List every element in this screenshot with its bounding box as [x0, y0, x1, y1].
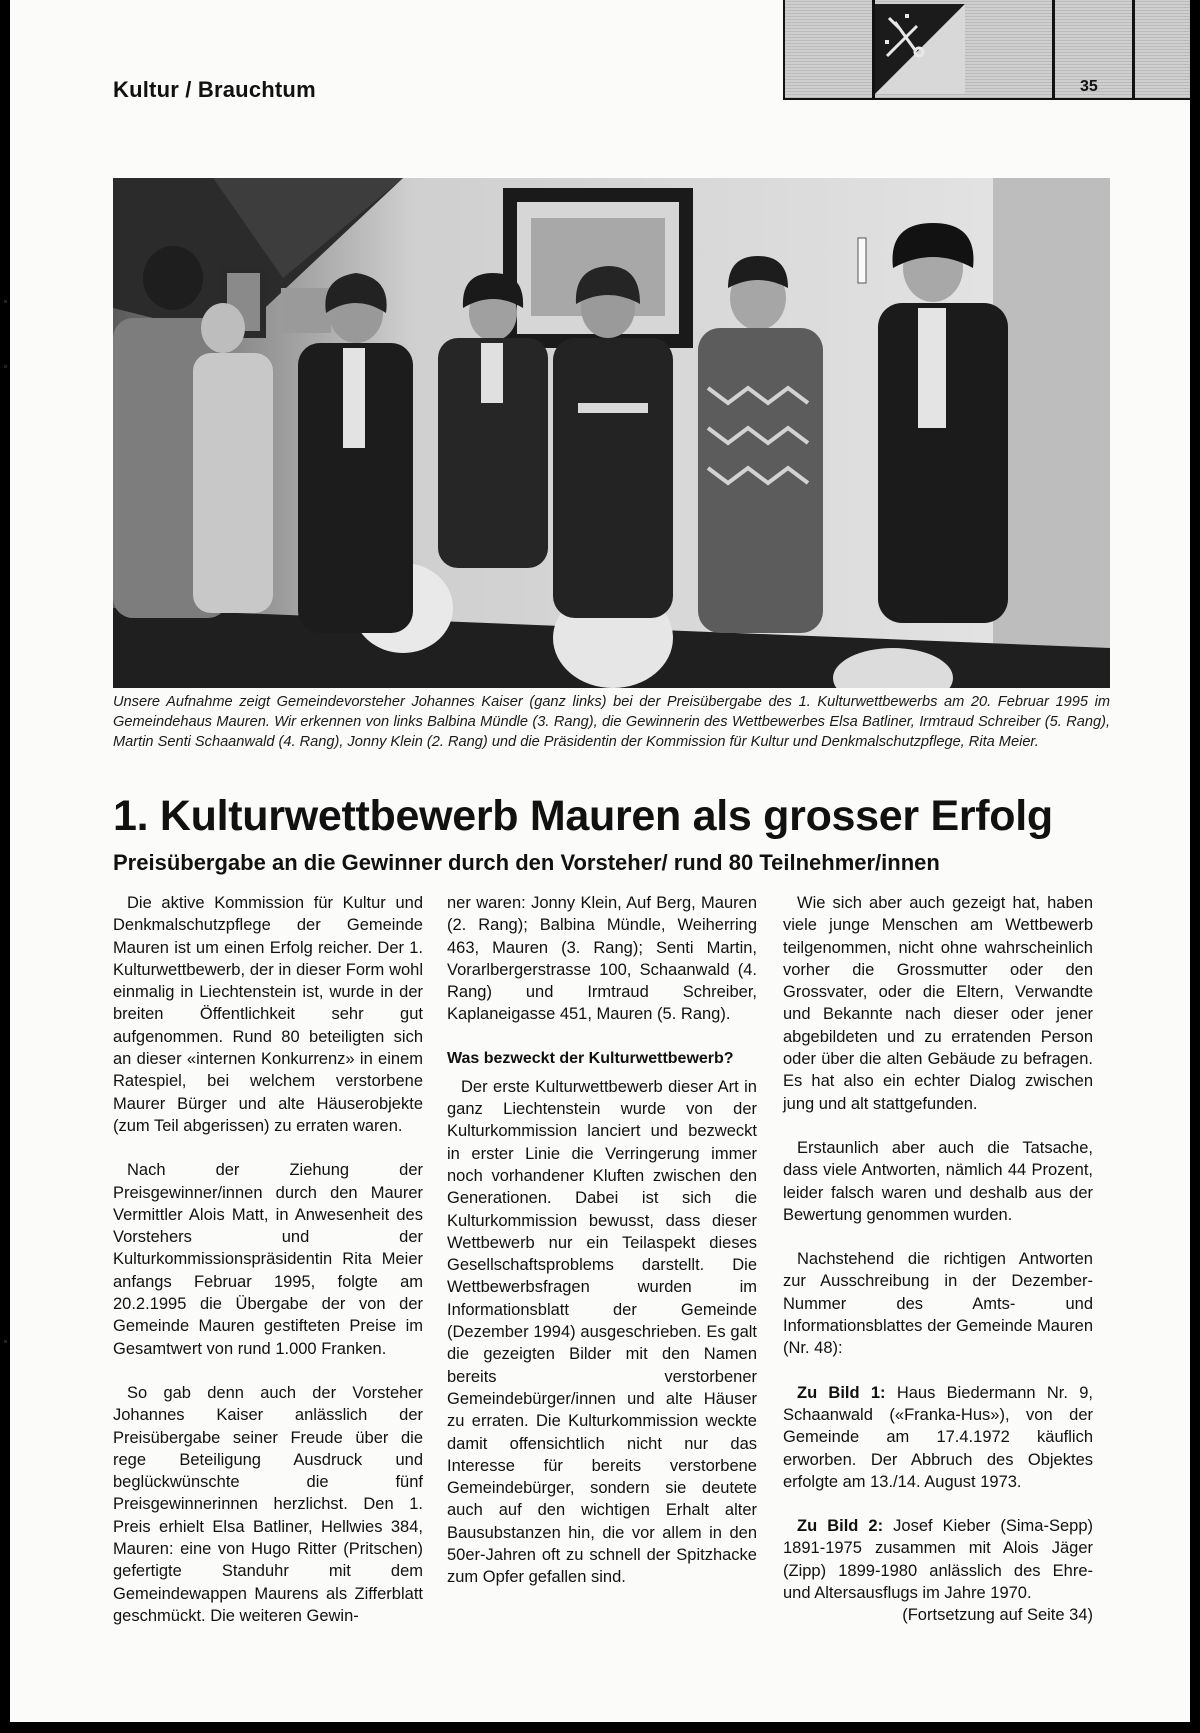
continued-note: (Fortsetzung auf Seite 34) [902, 1606, 1093, 1625]
group-photo [113, 178, 1110, 688]
paragraph: Wie sich aber auch gezeigt hat, haben viele junge Menschen am Wettbewerb teilgenommen, nicht ohne wahrscheinlich vorher die Grossmutter oder den Grossvater, oder die Eltern, Verwandte und Bekannte nach dieser oder jener abgebildeten und zu erratenden Person oder über die alten Gebäude zu befragen. Es hat also ein echter Dialog zwischen jung und alt stattgefunden. [783, 894, 1093, 1113]
picture-answer-text: Haus Biedermann Nr. 9, Schaanwald («Franka-Hus»), von der Gemeinde am 17.4.1972 käuflich erworben. Der Abbruch des Objektes erfolgte am 13./14. August 1973. [783, 1383, 1093, 1491]
article-subheadline: Preisübergabe an die Gewinner durch den Vorsteher/ rund 80 Teilnehmer/innen [113, 850, 940, 875]
photo-caption: Unsere Aufnahme zeigt Gemeindevorsteher Johannes Kaiser (ganz links) bei der Preisübergabe des 1. Kulturwettbewerbs am 20. Februar 1995 im Gemeindehaus Mauren. Wir erkennen von links Balbina Mündle (3. Rang), die Gewinnerin des Wettbewerbes Elsa Batliner, Irmtraud Schreiber (5. Rang), Martin Senti Schaanwald (4. Rang), Jonny Klein (2. Rang) und die Präsidentin der Kommission für Kultur und Denkmalschutzpflege, Rita Meier. [113, 694, 1110, 750]
picture-answer-text: Josef Kieber (Sima-Sepp) 1891-1975 zusammen mit Alois Jäger (Zipp) 1899-1980 anlässlich des Ehre- und Altersausflugs im Jahre 1970. [783, 1517, 1093, 1603]
picture-answer-2 [783, 1515, 1093, 1604]
scan-mark [4, 1340, 7, 1343]
paragraph: Die aktive Kommission für Kultur und Denkmalschutzpflege der Gemeinde Mauren ist um einen Erfolg reicher. Der 1. Kulturwettbewerb, der in dieser Form wohl einmalig in Liechtenstein ist, wurde in der breiten Öffentlichkeit sehr gut aufgenommen. Rund 80 beteiligten sich an dieser «internen Konkurrenz» in einem Ratespiel, bei welchem verstorbene Maurer Bürger und alte Häuserobjekte (zum Teil abgerissen) zu erraten waren. [113, 894, 423, 1135]
text-column-1 [113, 892, 423, 1649]
scan-mark [4, 300, 7, 303]
text-column-3 [783, 892, 1093, 1627]
strip-cell [1135, 0, 1190, 98]
paragraph: Erstaunlich aber auch die Tatsache, dass viele Antworten, nämlich 44 Prozent, leider falsch waren und deshalb aus der Bewertung genommen wurden. [783, 1138, 1093, 1224]
strip-cell [965, 0, 1055, 98]
paragraph: Der erste Kulturwettbewerb dieser Art in ganz Liechtenstein wurde von der Kulturkommission lanciert und bezweckt in erster Linie die Verringerung immer noch vorhandener Kluften zwischen den Generationen. Dabei ist sich die Kulturkommission bewusst, dass dieser Wettbewerb nur ein Teilaspekt dieses Gesellschaftsproblems darstellt. Die Wettbewerbsfragen wurden im Informationsblatt der Gemeinde (Dezember 1994) ausgeschrieben. Es galt die gezeigten Bilder mit den Namen bereits verstorbener Gemeindebürger/innen und alte Häuser zu erraten. Die Kulturkommission weckte damit offensichtlich nicht nur das Interesse für bereits verstorbene Gemeindebürger, sondern sie deutete auch auf den wichtigen Erhalt alter Bausubstanzen hin, die vor allem in den 50er-Jahren oft zu schnell der Spitzhacke zum Opfer gefallen sind. [447, 1077, 757, 1587]
picture-answer-1 [783, 1382, 1093, 1493]
scan-mark [4, 365, 7, 368]
picture-answer-label: Zu Bild 1: [797, 1383, 886, 1402]
paragraph: So gab denn auch der Vorsteher Johannes Kaiser anlässlich der Preisübergabe seiner Freude über die rege Beteiligung Ausdruck und beglückwünschte die fünf Preisgewinnerinnen herzlichst. Den 1. Preis erhielt Elsa Batliner, Hellwies 384, Mauren: eine von Hugo Ritter (Pritschen) gefertigte Standuhr mit dem Gemeindewappen Maurens als Zifferblatt geschmückt. Die weiteren Gewin- [113, 1383, 423, 1625]
section-heading: Was bezweckt der Kulturwettbewerb? [447, 1049, 734, 1067]
paragraph: ner waren: Jonny Klein, Auf Berg, Mauren (2. Rang); Balbina Mündle, Weiherring 463, Mauren (3. Rang); Senti Martin, Vorarlbergerstrasse 100, Schaanwald (4. Rang) und Irmtraud Schreiber, Kaplaneigasse 451, Mauren (5. Rang). [447, 894, 757, 1024]
strip-cell [785, 0, 875, 98]
section-title: Kultur / Brauchtum [113, 77, 316, 102]
paragraph: Nach der Ziehung der Preisgewinner/innen durch den Maurer Vermittler Alois Matt, in Anwesenheit des Vorstehers und der Kulturkommissionspräsidentin Rita Meier anfangs Februar 1995, folgte am 20.2.1995 die Übergabe der von der Gemeinde Mauren gestifteten Preise im Gesamtwert von rund 1.000 Franken. [113, 1161, 423, 1358]
page-number: 35 [1080, 78, 1098, 95]
paragraph: Nachstehend die richtigen Antworten zur Ausschreibung in der Dezember-Nummer des Amts- und Informationsblattes der Gemeinde Mauren (Nr. 48): [783, 1250, 1093, 1358]
crossed-tools-emblem-icon [875, 4, 965, 94]
header-strip [783, 0, 1190, 100]
picture-answer-label: Zu Bild 2: [797, 1517, 884, 1536]
magazine-page [10, 0, 1190, 1722]
article-headline: 1. Kulturwettbewerb Mauren als grosser Erfolg [113, 792, 1053, 840]
text-column-2 [447, 892, 757, 1611]
